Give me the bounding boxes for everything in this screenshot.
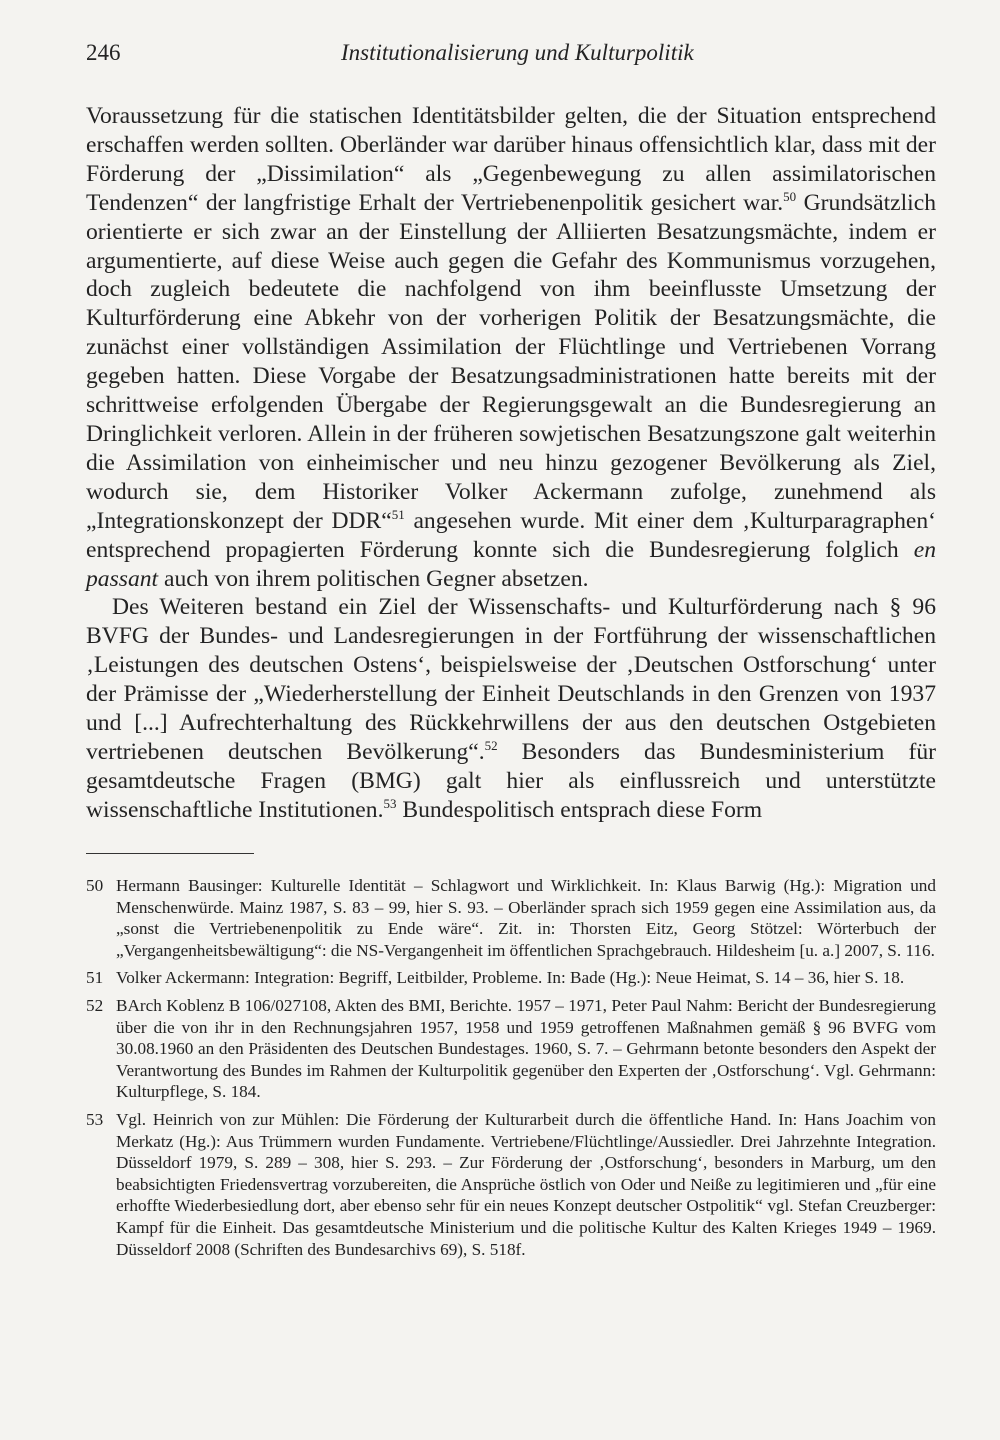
running-head: [86, 40, 936, 74]
italic-phrase: en passant: [86, 536, 936, 592]
footnote-51: [86, 967, 936, 989]
footnote-text: BArch Koblenz B 106/027108, Akten des BMI, Berichte. 1957 – 1971, Peter Paul Nahm: Bericht der Bundesregierung über die von ihr in den Rechnungsjahren 1957, 1958 und 1959 getroffenen Maßnahmen gemäß § 96 BVFG vom 30.08.1960 an den Präsidenten des Deutschen Bundestages. 1960, S. 7. – Gehrmann betonte besonders den Aspekt der Verantwortung des Bundes im Rahmen der Kulturpolitik gegenüber den Experten der ‚Ostforschung‘. Vgl. Gehrmann: Kulturpflege, S. 184.: [116, 995, 936, 1102]
footnote-number: 51: [86, 968, 104, 988]
footnote-text: Volker Ackermann: Integration: Begriff, Leitbilder, Probleme. In: Bade (Hg.): Neue Heimat, S. 14 – 36, hier S. 18.: [116, 968, 905, 988]
text-run: Besonders das Bundesministerium für gesamtdeutsche Fragen (BMG) galt hier als einflussreich und unterstützte wissenschaftliche Institutionen.: [86, 738, 936, 823]
text-run: auch von ihrem politischen Gegner absetzen.: [158, 565, 589, 592]
paragraph-2: [86, 593, 936, 824]
footnote-text: Vgl. Heinrich von zur Mühlen: Die Förderung der Kulturarbeit durch die öffentliche Hand. In: Hans Joachim von Merkatz (Hg.): Aus Trümmern wurden Fundamente. Vertriebene/Flüchtlinge/Aussiedler. Drei Jahrzehnte Integration. Düsseldorf 1979, S. 289 – 308, hier S. 293. – Zur Förderung der ‚Ostforschung‘, besonders in Marburg, um den beabsichtigten Friedensvertrag vorzubereiten, die Ansprüche östlich von Oder und Neiße zu legitimieren und „für eine erhoffte Wiederbesiedlung dort, aber ebenso sehr für ein neues Konzept deutscher Ostpolitik“ vgl. Stefan Creuzberger: Kampf für die Einheit. Das gesamtdeutsche Ministerium und die politische Kultur des Kalten Krieges 1949 – 1969. Düsseldorf 2008 (Schriften des Bundesarchivs 69), S. 518f.: [116, 1109, 936, 1259]
text-run: angesehen wurde. Mit einer dem ‚Kulturparagraphen‘ entsprechend propagierten Förderung konnte sich die Bundesregierung folglich: [86, 507, 936, 563]
paragraph-1: [86, 102, 936, 593]
text-run: Des Weiteren bestand ein Ziel der Wissenschafts- und Kulturförderung nach § 96 BVFG der Bundes- und Landesregierungen in der Fortführung der wissenschaftlichen ‚Leistungen des deutschen Ostens‘, beispielsweise der ‚Deutschen Ostforschung‘ unter der Prämisse der „Wiederherstellung der Einheit Deutschlands in den Grenzen von 1937 und [...] Aufrechterhaltung des Rückkehrwillens der aus den deutschen Ostgebieten vertriebenen deutschen Bevölkerung“.: [86, 594, 936, 765]
footnote-number: 50: [86, 876, 104, 895]
footnote-ref-52[interactable]: 52: [484, 738, 498, 754]
running-title: Institutionalisierung und Kulturpolitik: [341, 40, 694, 65]
text-run: Grundsätzlich orientierte er sich zwar an der Einstellung der Alliierten Besatzungsmächte, indem er argumentierte, auf diese Weise auch gegen die Gefahr des Kommunismus vorzugehen, doch zugleich bedeutete die nachfolgend von ihm beeinflusste Umsetzung der Kulturförderung eine Abkehr von der vorherigen Politik der Besatzungsmächte, die zunächst einer vollständigen Assimilation der Flüchtlinge und Vertriebenen Vorrang gegeben hatten. Diese Vorgabe der Besatzungsadministrationen hatte bereits mit der schrittweise erfolgenden Übergabe der Regierungsgewalt an die Bundesregierung an Dringlichkeit verloren. Allein in der früheren sowjetischen Besatzungszone galt weiterhin die Assimilation von einheimischer und neu hinzu gezogener Bevölkerung als Ziel, wodurch sie, dem Historiker Volker Ackermann zufolge, zunehmend als „Integrationskonzept der DDR“: [86, 189, 936, 534]
footnote-number: 52: [86, 995, 104, 1015]
footnote-number: 53: [86, 1109, 104, 1129]
footnote-52: [86, 995, 936, 1103]
footnote-ref-50[interactable]: 50: [783, 188, 797, 204]
footnote-50: [86, 875, 936, 961]
page-number: 246: [86, 40, 121, 65]
footnote-divider: [86, 853, 254, 854]
footnote-ref-51[interactable]: 51: [391, 506, 405, 522]
footnote-53: [86, 1109, 936, 1260]
body-text: [86, 102, 936, 825]
text-run: Bundespolitisch entsprach diese Form: [396, 796, 763, 823]
text-run: Voraussetzung für die statischen Identitätsbilder gelten, die der Situation entsprechend erschaffen werden sollten. Oberländer war darüber hinaus offensichtlich klar, dass mit der Förderung der „Dissimilation“ als „Gegenbewegung zu allen assimilatorischen Tendenzen“ der langfristige Erhalt der Vertriebenenpolitik gesichert war.: [86, 103, 936, 216]
footnote-text: Hermann Bausinger: Kulturelle Identität – Schlagwort und Wirklichkeit. In: Klaus Barwig (Hg.): Migration und Menschenwürde. Mainz 1987, S. 83 – 99, hier S. 93. – Oberländer sprach sich 1959 gegen eine Assimilation aus, da „sonst die Vertriebenenpolitik zu Ende wäre“. Zit. in: Thorsten Eitz, Georg Stötzel: Wörterbuch der „Vergangenheitsbewältigung“: die NS-Vergangenheit im öffentlichen Sprachgebrauch. Hildesheim [u. a.] 2007, S. 116.: [116, 876, 936, 960]
footnotes: [86, 875, 936, 1266]
footnote-ref-53[interactable]: 53: [383, 795, 397, 811]
